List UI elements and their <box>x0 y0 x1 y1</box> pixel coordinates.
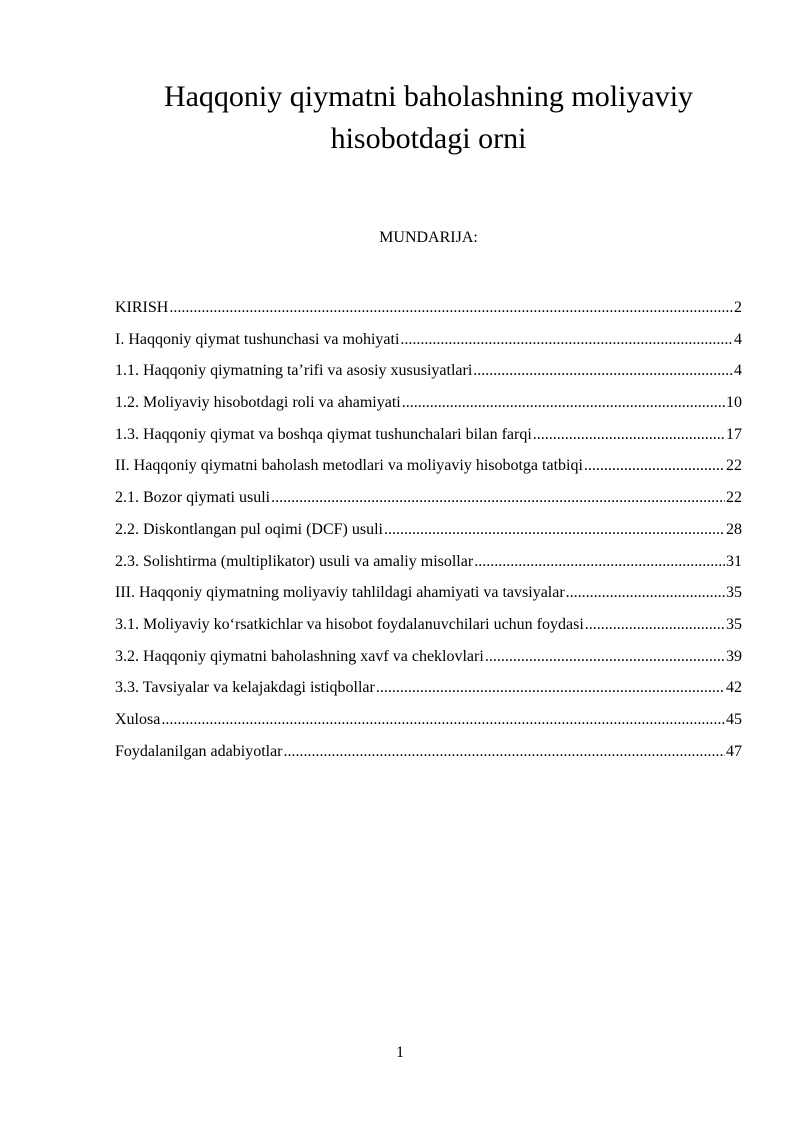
toc-dot-leader <box>161 710 725 730</box>
toc-dot-leader <box>474 552 725 572</box>
toc-entry-page: 45 <box>726 710 742 728</box>
toc-entry-label: 2.3. Solishtirma (multiplikator) usuli va amaliy misollar <box>115 552 474 570</box>
toc-entry <box>115 742 742 774</box>
toc-dot-leader <box>533 425 725 445</box>
toc-entry <box>115 710 742 742</box>
toc-entry-label: Foydalanilgan adabiyotlar <box>115 742 283 760</box>
toc-entry <box>115 298 742 330</box>
toc-entry-label: 2.2. Diskontlangan pul oqimi (DCF) usuli <box>115 520 383 538</box>
toc-entry-label: II. Haqqoniy qiymatni baholash metodlari va moliyaviy hisobotga tatbiqi <box>115 457 583 475</box>
toc-dot-leader <box>485 647 725 667</box>
toc-entry-page: 10 <box>726 394 742 412</box>
toc-dot-leader <box>585 615 725 635</box>
toc-entry-label: 1.2. Moliyaviy hisobotdagi roli va ahamiyati <box>115 394 401 412</box>
toc-entry-label: KIRISH <box>115 299 169 316</box>
toc-entry-page: 2 <box>734 299 742 316</box>
toc-entry <box>115 488 742 520</box>
toc-entry-label: 3.3. Tavsiyalar va kelajakdagi istiqbollar <box>115 679 375 697</box>
toc-dot-leader <box>402 393 725 413</box>
toc-entry-label: 1.1. Haqqoniy qiymatning ta’rifi va asosiy xususiyatlari <box>115 362 473 380</box>
document-title-line-2: hisobotdagi orni <box>330 122 527 155</box>
toc-entry-page: 35 <box>726 615 742 633</box>
document-title <box>115 76 742 160</box>
toc-entry-page: 42 <box>726 679 742 697</box>
toc-entry <box>115 425 742 457</box>
toc-entry-page: 22 <box>726 489 742 507</box>
toc-entry-page: 4 <box>734 362 742 380</box>
toc-dot-leader <box>169 298 733 318</box>
toc-entry-page: 4 <box>734 330 742 348</box>
toc-entry <box>115 583 742 615</box>
toc-entry-page: 22 <box>726 457 742 475</box>
toc-entry-page: 17 <box>726 425 742 443</box>
toc-entry-page: 35 <box>726 584 742 602</box>
toc-entry-page: 39 <box>726 647 742 665</box>
toc-entry <box>115 615 742 647</box>
toc-entry-page: 28 <box>726 520 742 538</box>
page-number: 1 <box>396 1044 404 1061</box>
table-of-contents <box>115 298 742 773</box>
toc-entry <box>115 552 742 584</box>
toc-dot-leader <box>584 456 725 476</box>
toc-entry-label: 1.3. Haqqoniy qiymat va boshqa qiymat tushunchalari bilan farqi <box>115 425 532 443</box>
toc-dot-leader <box>473 361 733 381</box>
toc-entry-label: 3.1. Moliyaviy ko‘rsatkichlar va hisobot foydalanuvchilari uchun foydasi <box>115 615 584 633</box>
toc-entry-label: Xulosa <box>115 710 161 728</box>
toc-dot-leader <box>376 678 725 698</box>
toc-dot-leader <box>271 488 725 508</box>
toc-entry-label: 3.2. Haqqoniy qiymatni baholashning xavf va cheklovlari <box>115 647 484 665</box>
toc-entry-label: III. Haqqoniy qiymatning moliyaviy tahlildagi ahamiyati va tavsiyalar <box>115 584 565 602</box>
toc-entry-label: 2.1. Bozor qiymati usuli <box>115 489 271 507</box>
toc-dot-leader <box>384 520 725 540</box>
toc-dot-leader <box>566 583 725 603</box>
toc-dot-leader <box>284 742 725 762</box>
document-title-line-1: Haqqoniy qiymatni baholashning moliyaviy <box>163 80 694 113</box>
toc-entry-page: 31 <box>726 552 742 570</box>
toc-entry-label: I. Haqqoniy qiymat tushunchasi va mohiyati <box>115 330 400 348</box>
toc-entry <box>115 520 742 552</box>
toc-entry <box>115 456 742 488</box>
toc-dot-leader <box>400 330 733 350</box>
toc-entry <box>115 393 742 425</box>
toc-heading: MUNDARIJA: <box>379 229 478 246</box>
toc-entry-page: 47 <box>726 742 742 760</box>
toc-entry <box>115 361 742 393</box>
toc-entry <box>115 647 742 679</box>
toc-entry <box>115 678 742 710</box>
toc-entry <box>115 330 742 362</box>
